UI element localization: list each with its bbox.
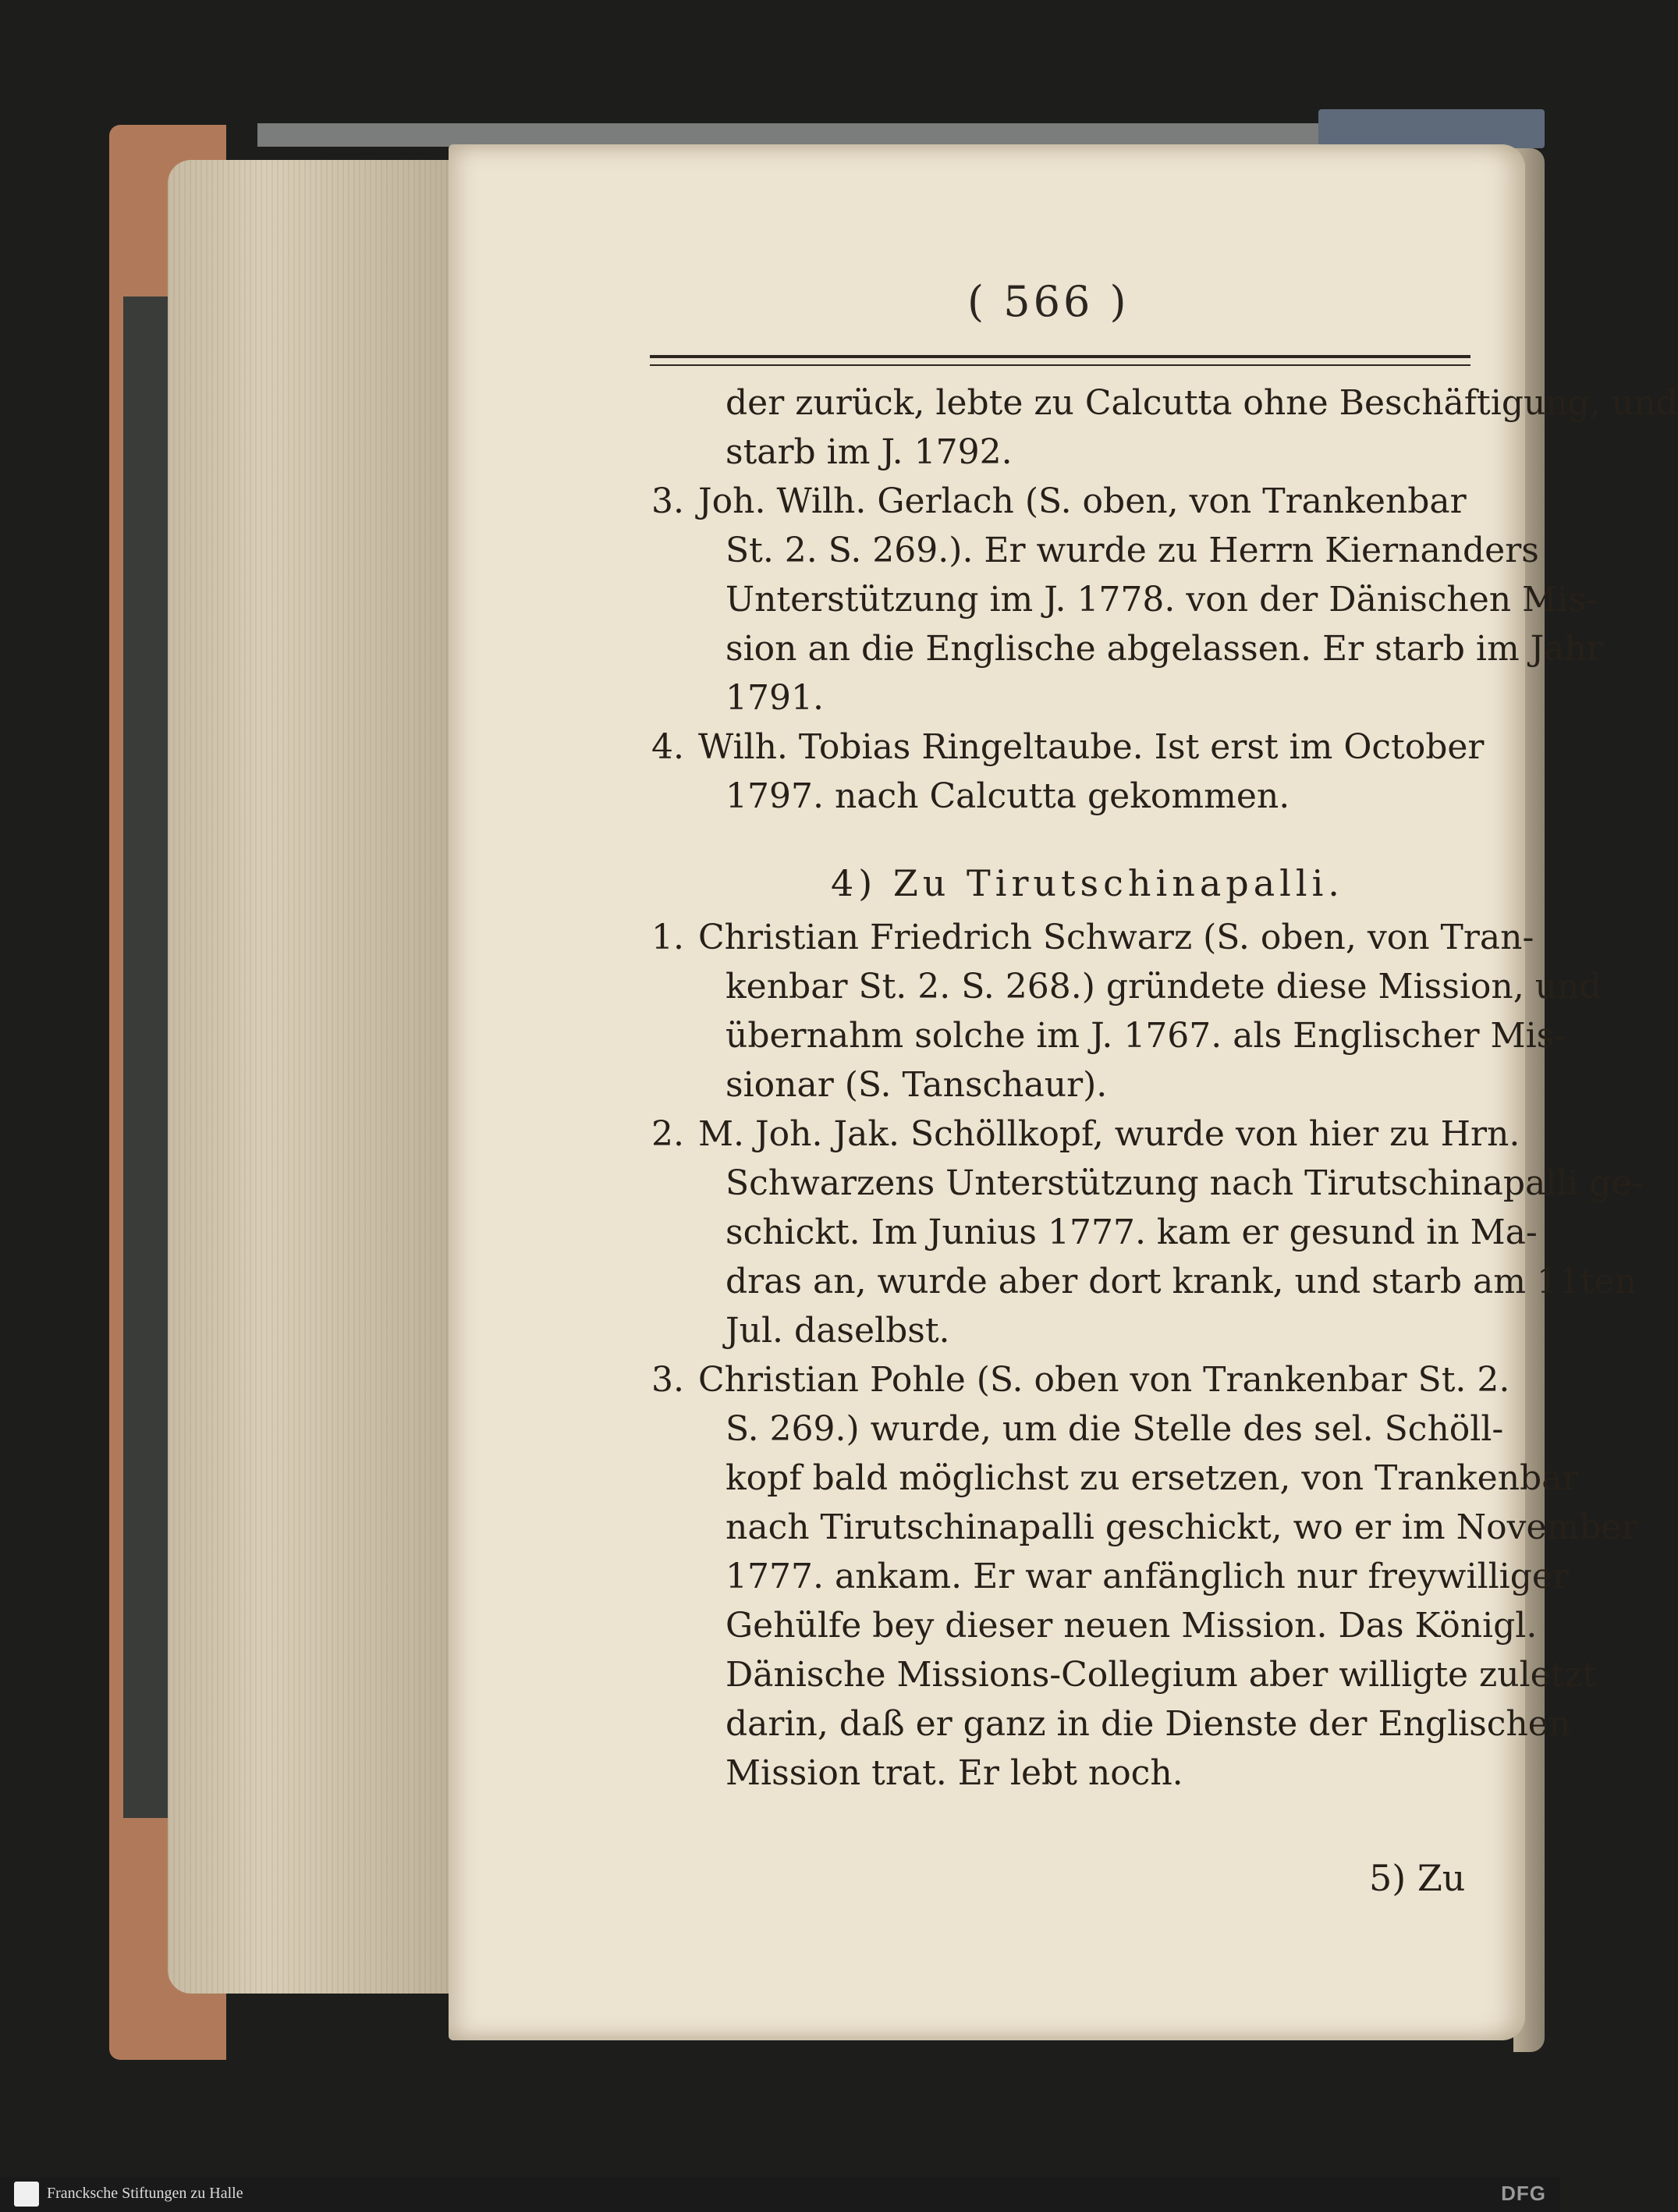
page-block-edges xyxy=(168,160,449,1994)
funder-logo: DFG xyxy=(1501,2182,1546,2205)
entry-text: darin, daß er ganz in die Dienste der Englischen xyxy=(725,1704,1571,1744)
entry-text: sionar (S. Tanschaur). xyxy=(725,1065,1108,1105)
text-line: der zurück, lebte zu Calcutta ohne Beschäftigung, und xyxy=(725,383,1678,423)
text-block-bottom xyxy=(651,913,1644,1798)
entry-text: Dänische Missions-Collegium aber willigte zuletzt xyxy=(725,1655,1597,1695)
entry-line xyxy=(651,1601,1538,1650)
entry-text: kopf bald möglichst zu ersetzen, von Trankenbar xyxy=(725,1458,1579,1498)
entry-number: 2. xyxy=(651,1114,684,1154)
entry-text: sion an die Englische abgelassen. Er starb im Jahr xyxy=(725,629,1603,669)
entry-text: Schwarzens Unterstützung nach Tirutschinapalli ge- xyxy=(725,1163,1644,1203)
entry-text: S. 269.) wurde, um die Stelle des sel. Schöll- xyxy=(725,1409,1504,1449)
entry-line xyxy=(651,723,1485,772)
entry-line xyxy=(651,1749,1478,1798)
entry-line xyxy=(651,913,1534,962)
section-heading: 4) Zu Tirutschinapalli. xyxy=(831,862,1344,904)
entry-line xyxy=(651,1552,1569,1601)
entry-line xyxy=(651,1257,1637,1306)
book-cover-top-right xyxy=(1318,109,1545,148)
entry-text: St. 2. S. 269.). Er wurde zu Herrn Kiernanders xyxy=(725,531,1539,570)
entry-text: Gehülfe bey dieser neuen Mission. Das Königl. xyxy=(725,1606,1538,1646)
entry-line xyxy=(651,962,1602,1011)
entry-text: nach Tirutschinapalli geschickt, wo er im November xyxy=(725,1507,1638,1547)
entry-text: 1797. nach Calcutta gekommen. xyxy=(725,776,1290,816)
entry-text: Christian Friedrich Schwarz (S. oben, von Tran- xyxy=(698,918,1534,957)
entry-text: Christian Pohle (S. oben von Trankenbar St. 2. xyxy=(698,1360,1510,1400)
header-rule-thin xyxy=(650,364,1470,366)
book-cover-spine xyxy=(123,296,170,1818)
entry-line xyxy=(651,1208,1538,1257)
entry-number: 4. xyxy=(651,727,684,767)
entry-text: 1791. xyxy=(725,678,824,718)
entry-text: übernahm solche im J. 1767. als Englischer Mis- xyxy=(725,1016,1566,1056)
entry-line xyxy=(651,1404,1504,1454)
entry-text: Mission trat. Er lebt noch. xyxy=(725,1753,1183,1793)
entry-line xyxy=(651,1503,1638,1552)
entry-line xyxy=(651,1699,1571,1749)
institution-logo-icon xyxy=(14,2182,39,2207)
viewer-footer xyxy=(0,2177,1560,2212)
entry-text: kenbar St. 2. S. 268.) gründete diese Mission, und xyxy=(725,967,1602,1007)
entry-text: Jul. daselbst. xyxy=(725,1311,950,1351)
entry-line xyxy=(651,1355,1510,1404)
entry-number: 3. xyxy=(651,481,684,521)
entry-text: Wilh. Tobias Ringeltaube. Ist erst im October xyxy=(698,727,1485,767)
entry-list-tirutschinapalli xyxy=(651,913,1644,1798)
entry-text: M. Joh. Jak. Schöllkopf, wurde von hier zu Hrn. xyxy=(698,1114,1520,1154)
entry-line xyxy=(651,624,1603,673)
entry-line xyxy=(651,575,1598,624)
entry-line xyxy=(651,1650,1597,1699)
entry-text: dras an, wurde aber dort krank, und starb am 11ten xyxy=(725,1262,1637,1301)
entry-list-calcutta xyxy=(651,477,1603,821)
entry-line xyxy=(651,1110,1520,1159)
entry-line xyxy=(651,772,1478,821)
entry-number: 1. xyxy=(651,918,684,957)
entry-text: schickt. Im Junius 1777. kam er gesund in Ma- xyxy=(725,1213,1538,1252)
entry-line xyxy=(651,1306,1478,1355)
header-rule-thick xyxy=(650,355,1470,358)
entry-line xyxy=(651,1011,1566,1060)
text-block-top xyxy=(651,378,1678,821)
text-line: starb im J. 1792. xyxy=(725,432,1013,472)
entry-line xyxy=(651,673,1478,723)
entry-number: 3. xyxy=(651,1360,684,1400)
entry-text: Joh. Wilh. Gerlach (S. oben, von Trankenbar xyxy=(698,481,1467,521)
entry-line xyxy=(651,1159,1644,1208)
page-number: ( 566 ) xyxy=(967,277,1130,326)
entry-line xyxy=(651,1060,1478,1110)
catchword: 5) Zu xyxy=(1369,1857,1466,1899)
institution-name: Francksche Stiftungen zu Halle xyxy=(47,2185,243,2202)
entry-line xyxy=(651,1454,1579,1503)
entry-line xyxy=(651,477,1478,526)
entry-text: Unterstützung im J. 1778. von der Dänischen Mis- xyxy=(725,580,1598,620)
entry-line xyxy=(651,526,1539,575)
entry-text: 1777. ankam. Er war anfänglich nur freywilliger xyxy=(725,1557,1569,1596)
